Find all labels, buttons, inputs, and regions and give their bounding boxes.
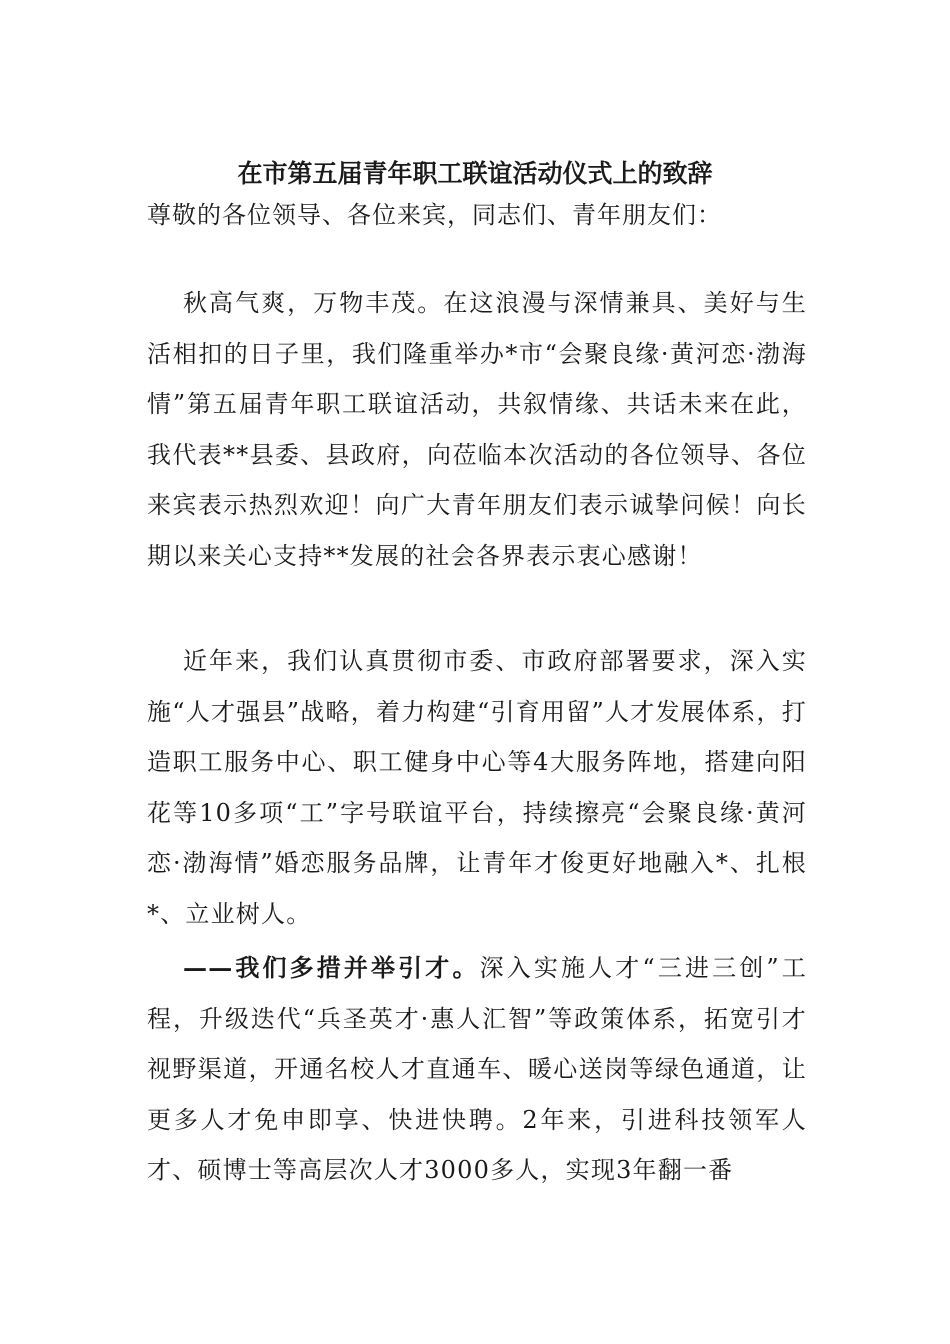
paragraph-3-text: 深入实施人才“三进三创”工程，升级迭代“兵圣英才·惠人汇智”等政策体系，拓宽引才视野渠道，开通名校人才直通车、暖心送岗等绿色通道，让更多人才免申即享、快进快聘。2年来，引进科技领军人才、硕博士等高层次人才3000多人，实现3年翻一番 <box>147 954 807 1184</box>
paragraph-3-lead: ——我们多措并举引才。 <box>183 953 480 982</box>
paragraph-3 <box>147 943 807 1196</box>
paragraph-1-text: 秋高气爽，万物丰茂。在这浪漫与深情兼具、美好与生活相扣的日子里，我们隆重举办*市“会聚良缘·黄河恋·渤海情”第五届青年职工联谊活动，共叙情缘、共话未来在此，我代表**县委、县政府，向莅临本次活动的各位领导、各位来宾表示热烈欢迎！向广大青年朋友们表示诚挚问候！向长期以来关心支持**发展的社会各界表示衷心感谢！ <box>147 289 807 570</box>
salutation: 尊敬的各位领导、各位来宾，同志们、青年朋友们： <box>147 201 722 229</box>
document-title: 在市第五届青年职工联谊活动仪式上的致辞 <box>237 159 713 188</box>
paragraph-2 <box>147 636 807 939</box>
paragraph-2-text: 近年来，我们认真贯彻市委、市政府部署要求，深入实施“人才强县”战略，着力构建“引育用留”人才发展体系，打造职工服务中心、职工健身中心等4大服务阵地，搭建向阳花等10多项“工”字号联谊平台，持续擦亮“会聚良缘·黄河恋·渤海情”婚恋服务品牌，让青年才俊更好地融入*、扎根*、立业树人。 <box>147 647 807 928</box>
paragraph-1 <box>147 278 807 581</box>
